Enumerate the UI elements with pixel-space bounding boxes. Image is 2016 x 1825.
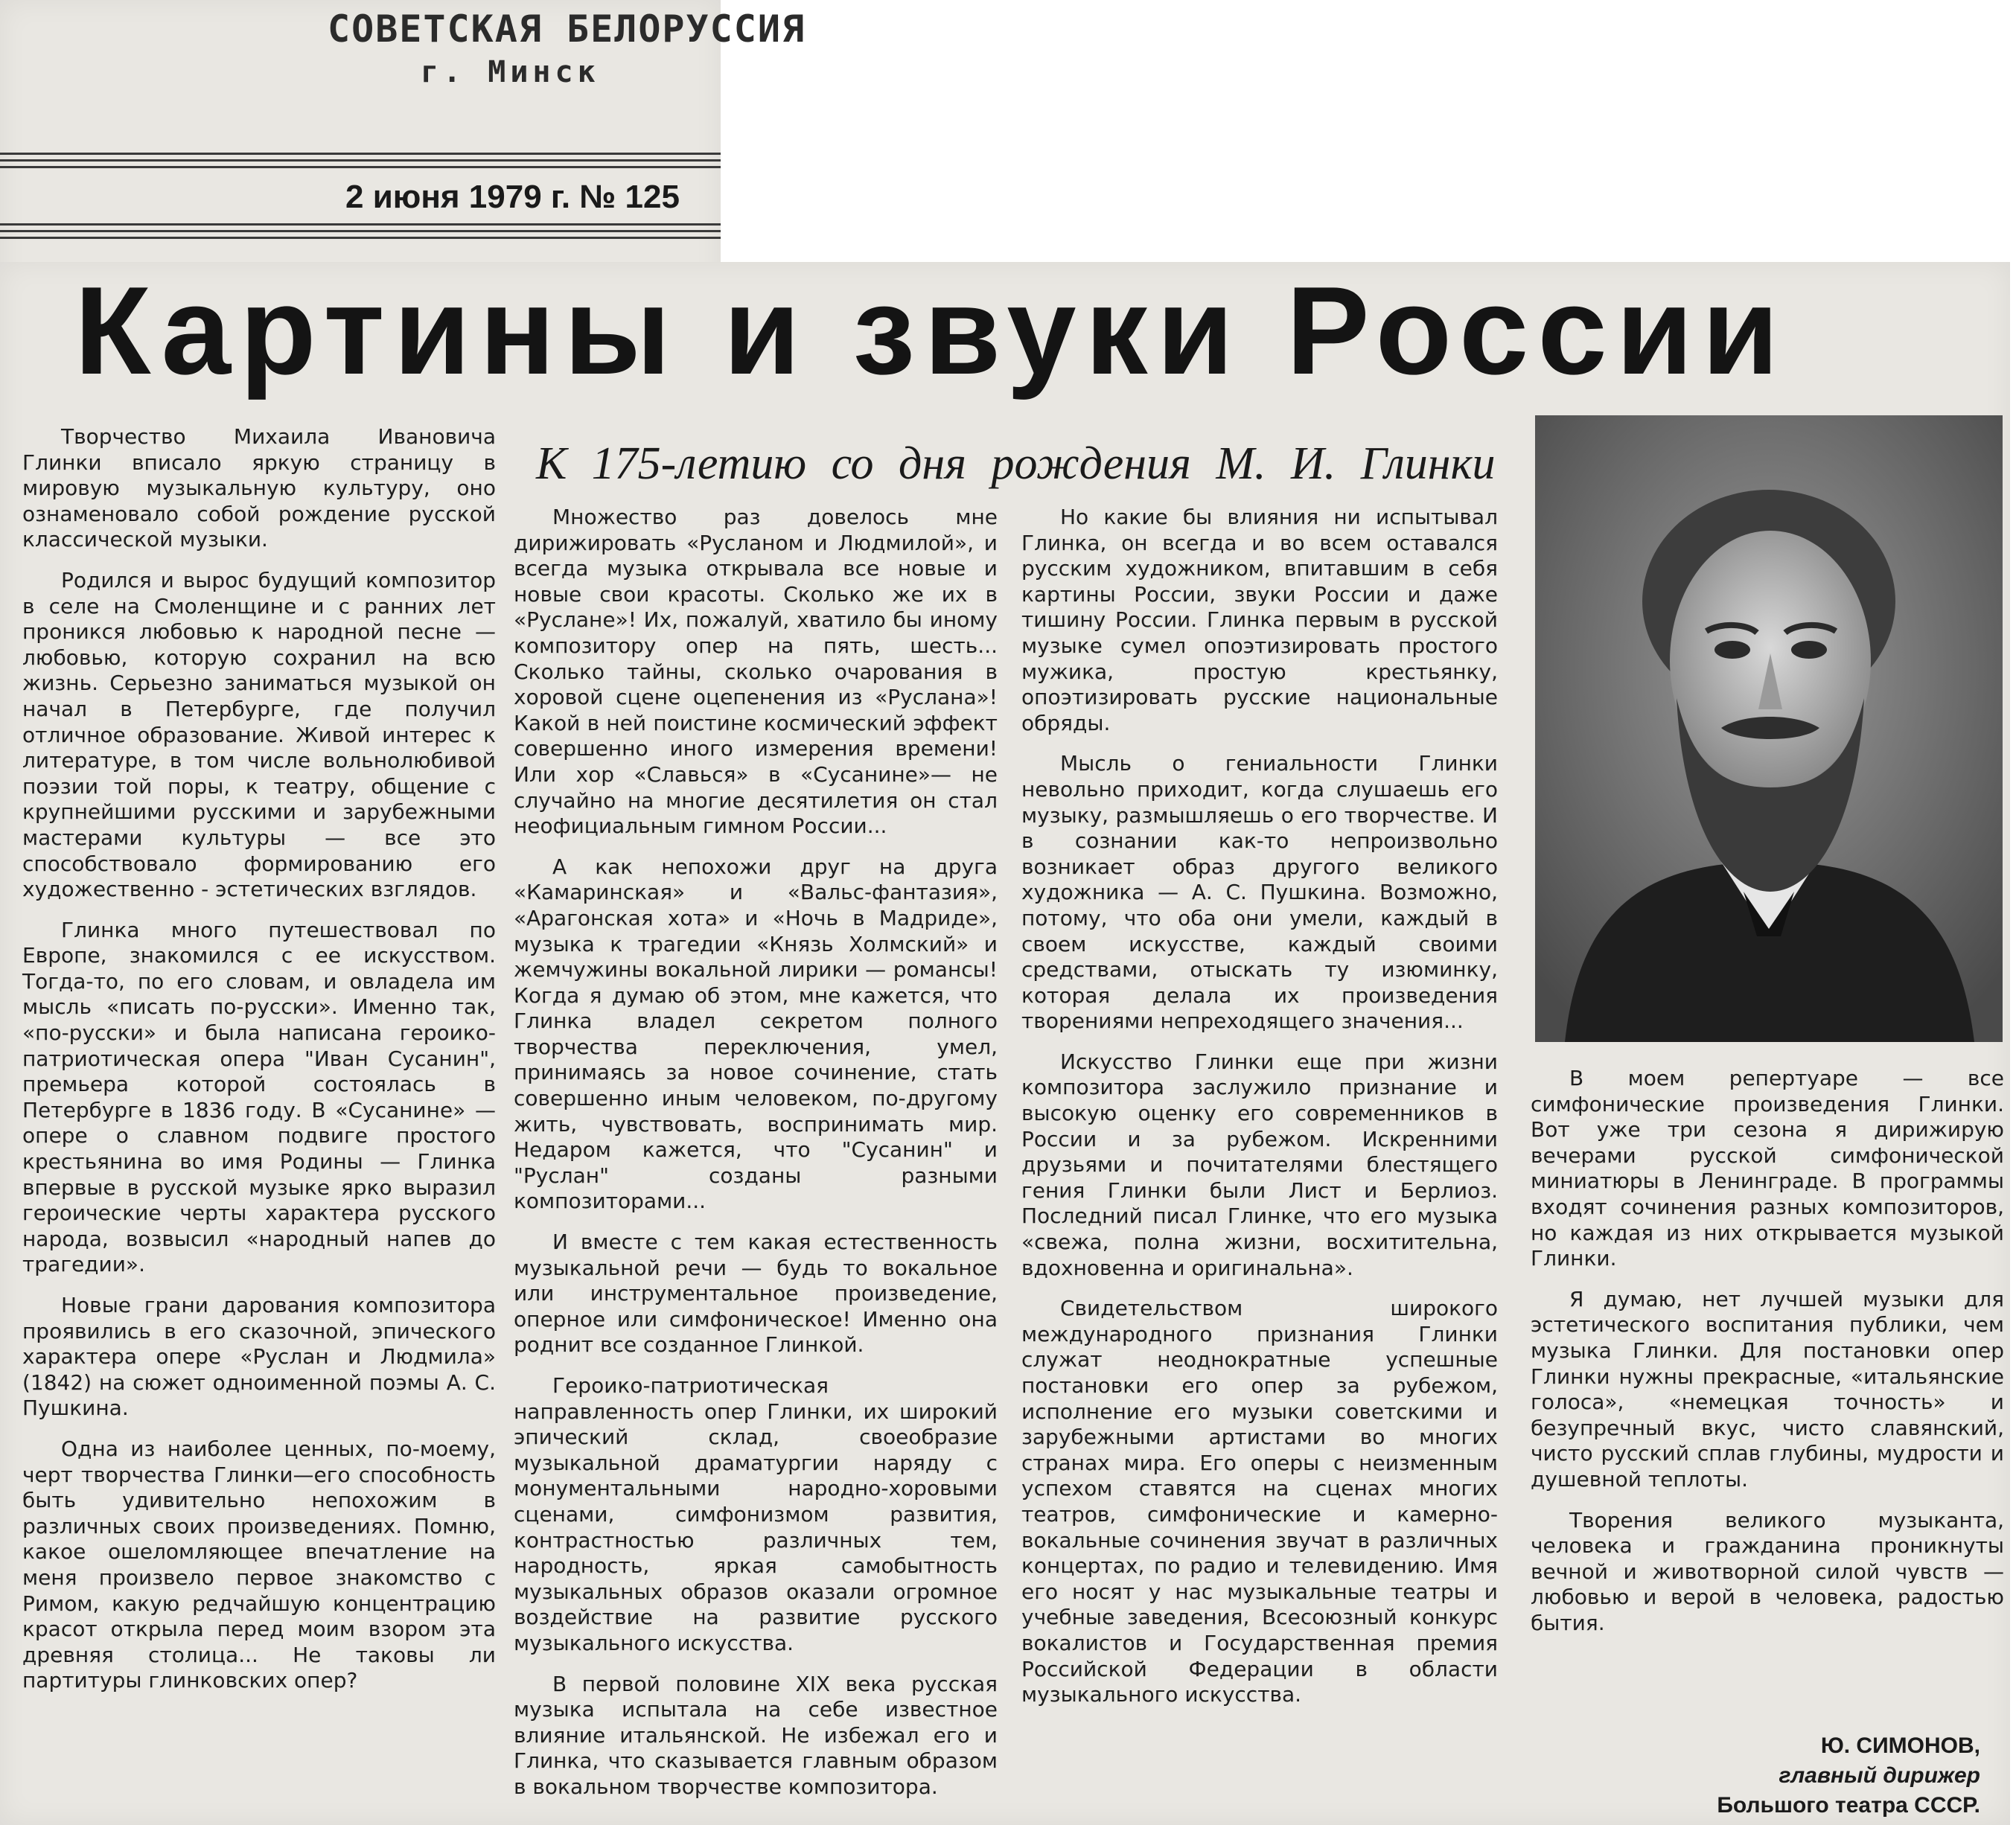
article-column-2 [514,505,998,1815]
article-column-4 [1531,1066,2004,1651]
newspaper-city: г. Минск [421,55,600,89]
paragraph: В первой половине XIX века русская музыка испытала на себе известное влияние итальянской. Не избежал его и Глинка, что сказывается главным образом в вокальном творчестве композитора. [514,1671,998,1799]
article-column-1 [22,424,496,1709]
paragraph: Творения великого музыканта, человека и гражданина проникнуты вечной и животворной силой чувств —любовью и верой в человека, радостью бытия. [1531,1507,2004,1635]
masthead-rules-top [0,153,721,173]
paragraph: Героико-патриотическая направленность опер Глинки, их широкий эпический склад, своеобразие музыкальной драматургии наряду с монументальными народно-хоровыми сценами, симфонизмом развития, контрастностью различных тем, народность, яркая самобытность музыкальных образов оказали огромное воздействие на развитие русского музыкального искусства. [514,1373,998,1655]
paragraph: Творчество Михаила Ивановича Глинки вписало яркую страницу в мировую музыкальную культуру, оно ознаменовало собой рождение русской классической музыки. [22,424,496,552]
paragraph: Глинка много путешествовал по Европе, знакомился с ее искусством. Тогда-то, по его словам, и овладела им мысль «писать по-русски». Именно так, «по-русски» и была написана героико-патриотическая опера "Иван Сусанин", премьера которой состоялась в Петербурге в 1836 году. В «Сусанине» — опере о славном подвиге простого крестьянина во имя Родины — Глинка впервые в русской музыке ярко выразил героические черты характера русского народа, возвысил «народный напев до трагедии». [22,917,496,1277]
paragraph: Искусство Глинки еще при жизни композитора заслужило признание и высокую оценку его современников в России и за рубежом. Искренними друзьями и почитателями блестящего гения Глинки были Лист и Берлиоз. Последний писал Глинке, что его музыка «свежа, полна жизни, восхитительна, вдохновенна и оригинальна». [1021,1049,1498,1280]
paragraph: Но какие бы влияния ни испытывал Глинка, он всегда и во всем оставался русским художником, впитавшим в себя картины России, звуки России и даже тишину России. Глинка первым в русской музыке сумел опоэтизировать простого мужика, простую крестьянку, опоэтизировать русские национальные обряды. [1021,505,1498,735]
author-name: Ю. СИМОНОВ, [1820,1733,1980,1758]
author-role: главный дирижер [1779,1763,1980,1788]
paragraph: И вместе с тем какая естественность музыкальной речи — будь то вокальное или инструментальное произведение, оперное или симфоническое! Именно она роднит все созданное Глинкой. [514,1230,998,1358]
glinka-portrait [1535,415,2003,1042]
portrait-photo [1535,415,2003,1042]
paragraph: Я думаю, нет лучшей музыки для эстетического воспитания публики, чем музыка Глинки. Для постановки опер Глинки нужны прекрасные, «итальянские голоса», «немецкая точность» и безупречный вкус, чисто славянский, чисто русский сплав глубины, мудрости и душевной теплоты. [1531,1286,2004,1492]
article-title: Картины и звуки России [74,261,1788,400]
paragraph: Одна из наиболее ценных, по-моему, черт творчества Глинки—его способность быть удивительно непохожим в различных своих произведениях. Помню, какое ошеломляющее впечатление на меня произвело первое знакомство с Римом, какую редчайшую концентрацию красот открыла перед моим взором эта древняя столица... Не таковы ли партитуры глинковских опер? [22,1436,496,1693]
paragraph: В моем репертуаре — все симфонические произведения Глинки. Вот уже три сезона я дирижирую вечерами русской симфонической миниатюры в Ленинграде. В программы входят сочинения разных композиторов, но каждая из них открывается музыкой Глинки. [1531,1066,2004,1271]
newspaper-name: СОВЕТСКАЯ БЕЛОРУССИЯ [328,7,806,51]
article-subtitle: К 175-летию со дня рождения М. И. Глинки [536,438,1496,489]
author-signature [1601,1731,1980,1821]
paragraph: Родился и вырос будущий композитор в селе на Смоленщине и с ранних лет проникся любовью к народной песне — любовью, которую сохранил на всю жизнь. Серьезно заниматься музыкой он начал в Петербурге, где получил отличное образование. Живой интерес к литературе, в том числе вольнолюбивой поэзии той поры, к театру, общение с крупнейшими русскими и зарубежными мастерами культуры — все это способствовало формированию его художественно - эстетических взглядов. [22,567,496,902]
paragraph: Множество раз довелось мне дирижировать «Русланом и Людмилой», и всегда музыка открывала все новые и новые свои красоты. Сколько же их в «Руслане»! Их, пожалуй, хватило бы иному композитору опер на пять, шесть... Сколько тайны, сколько очарования в хоровой сцене оцепенения из «Руслана»! Какой в ней поистине космический эффект совершенно иного измерения времени! Или хор «Славься» в «Сусанине»— не случайно на многие десятилетия он стал неофициальным гимном России... [514,505,998,839]
article-column-3 [1021,505,1498,1723]
masthead-rules-bottom [0,223,721,243]
paragraph: Мысль о гениальности Глинки невольно приходит, когда слушаешь его музыку, размышляешь о его творчестве. И в сознании как-то непроизвольно возникает образ другого великого художника — А. С. Пушкина. Возможно, потому, что оба они умели, каждый в своем искусстве, каждый своими средствами, отыскать ту изюминку, которая делала их произведения творениями непреходящего значения... [1021,751,1498,1034]
paragraph: Свидетельством широкого международного признания Глинки служат неоднократные успешные постановки его опер за рубежом, исполнение его музыки советскими и зарубежными артистами во многих странах мира. Его оперы с неизменным успехом ставятся на сценах многих театров, симфонические и камерно-вокальные сочинения звучат в различных концертах, по радио и телевидению. Имя его носят у нас музыкальные театры и учебные заведения, Всесоюзный конкурс вокалистов и Государственная премия Российской Федерации в области музыкального искусства. [1021,1296,1498,1707]
author-institution: Большого театра СССР. [1717,1793,1980,1818]
issue-date: 2 июня 1979 г. № 125 [335,177,690,217]
paragraph: А как непохожи друг на друга «Камаринская» и «Вальс-фантазия», «Арагонская хота» и «Ночь в Мадриде», музыка к трагедии «Князь Холмский» и жемчужины вокальной лирики — романсы! Когда я думаю об этом, мне кажется, что Глинка владел секретом полного творчества переключения, умел, принимаясь за новое сочинение, стать совершенно иным человеком, по-другому жить, чувствовать, воспринимать мир. Недаром кажется, что "Сусанин" и "Руслан" созданы разными композиторами... [514,854,998,1214]
paragraph: Новые грани дарования композитора проявились в его сказочной, эпического характера опере «Руслан и Людмила» (1842) на сюжет одноименной поэмы А. С. Пушкина. [22,1293,496,1421]
